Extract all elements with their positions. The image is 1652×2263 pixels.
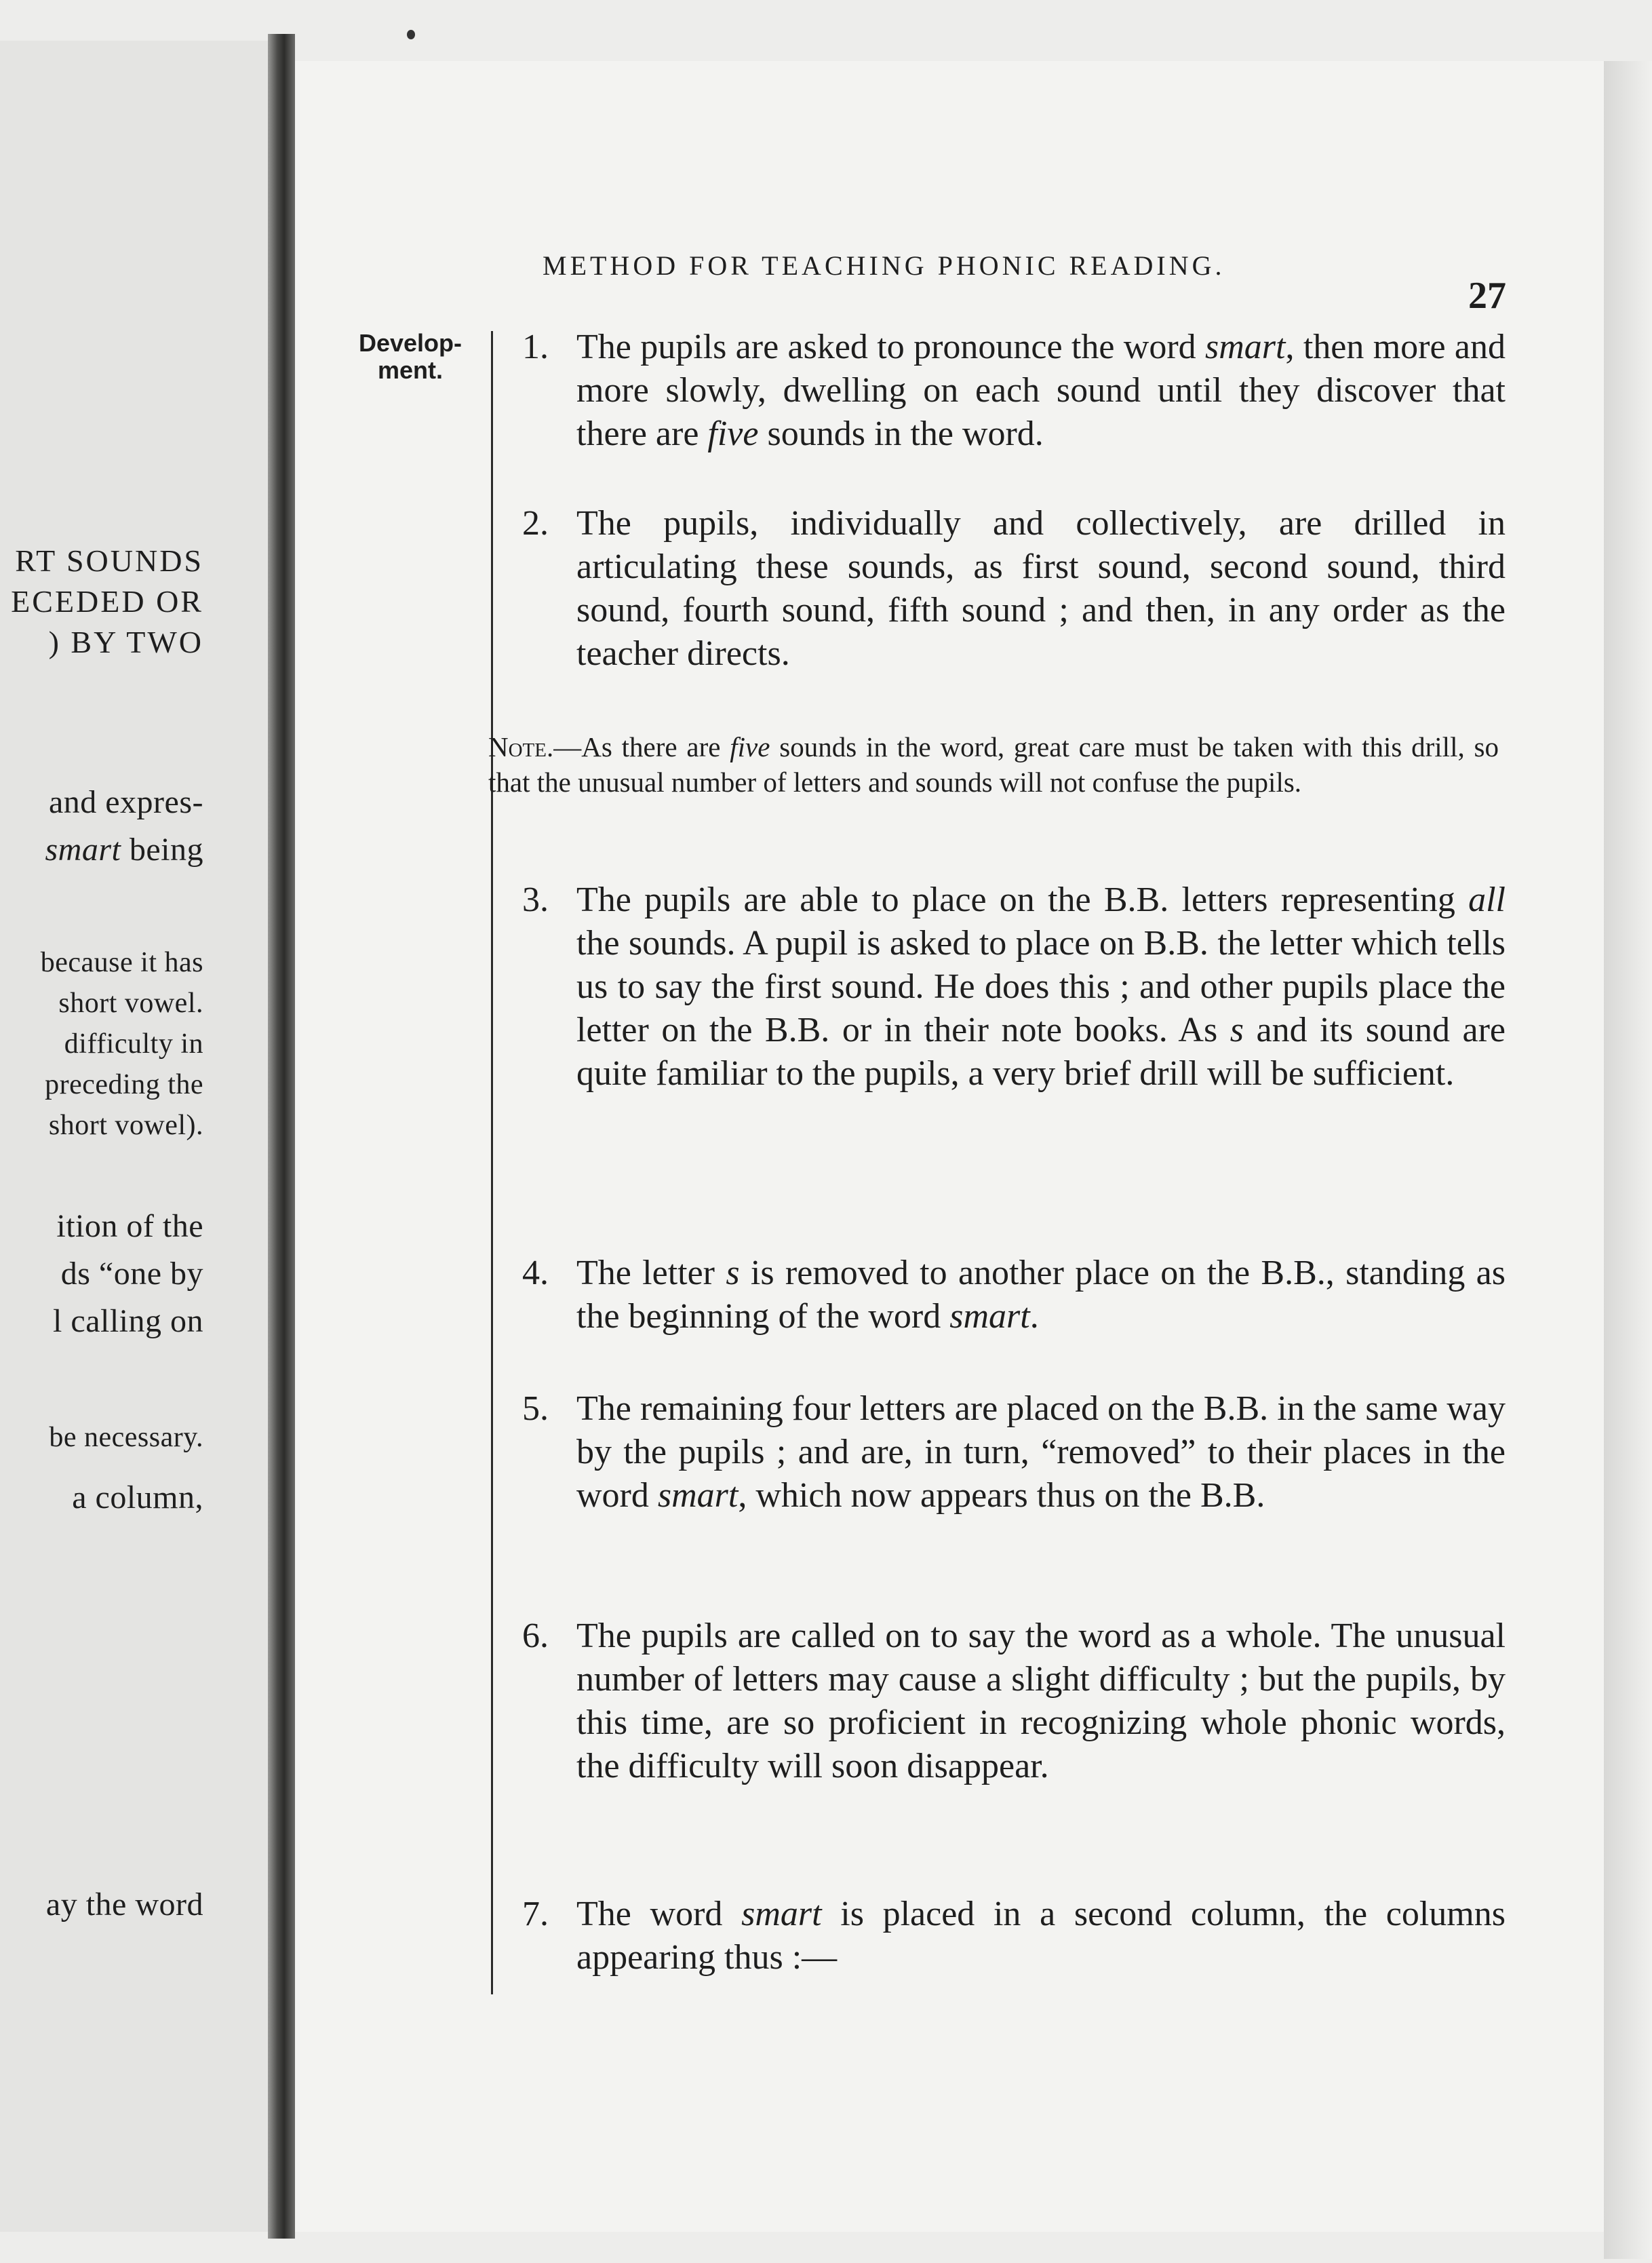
left-page-line: short vowel. xyxy=(58,988,203,1019)
left-page-line: l calling on xyxy=(53,1303,203,1339)
note: Note.—As there are five sounds in the word, great care must be taken with this drill, so that the unusual number of letters and sounds will not confuse the pupils. xyxy=(488,731,1499,798)
left-page xyxy=(0,41,268,2232)
item-number: 2. xyxy=(522,504,549,543)
left-page-line: ay the word xyxy=(45,1887,203,1922)
left-page-line: ds “one by xyxy=(60,1256,203,1292)
item-number: 4. xyxy=(522,1254,549,1292)
page-number: 27 xyxy=(1468,275,1506,317)
item-text: The remaining four letters are placed on the B.B. in the same way by the pupils ; and are, in turn, “removed” to their places in the word smart, which now appears thus on the B.B. xyxy=(576,1389,1506,1515)
left-page-line: short vowel). xyxy=(48,1110,203,1141)
left-page-line: difficulty in xyxy=(64,1028,203,1060)
item-text: The pupils are able to place on the B.B. letters representing all the sounds. A pupil is asked to place on B.B. the letter which tells us to say the first sound. He does this ; and other pupils place the letter on the B.B. or in their note books. As s and its sound are quite familiar to the pupils, a very brief drill will be sufficient. xyxy=(576,881,1506,1093)
left-page-line: because it has xyxy=(40,947,203,978)
left-page-line: and expres- xyxy=(48,784,203,820)
item-text: The pupils are asked to pronounce the word smart, then more and more slowly, dwelling on each sound until they discover that there are five sounds in the word. xyxy=(576,328,1506,453)
book-gutter xyxy=(268,34,295,2239)
running-head: METHOD FOR TEACHING PHONIC READING. xyxy=(543,250,1225,281)
item-5 xyxy=(522,1387,1506,1517)
left-page-line: smart being xyxy=(45,832,203,868)
item-number: 1. xyxy=(522,328,549,366)
margin-rule xyxy=(491,331,493,1994)
margin-label: Develop-ment. xyxy=(358,329,463,384)
item-2 xyxy=(522,502,1506,676)
item-number: 5. xyxy=(522,1389,549,1428)
item-4 xyxy=(522,1252,1506,1338)
left-page-line: be necessary. xyxy=(49,1422,203,1453)
item-number: 3. xyxy=(522,881,549,919)
item-text: The pupils are called on to say the word as a whole. The unusual number of letters may cause a slight difficulty ; but the pupils, by this time, are so proficient in recognizing whole phonic words, the difficulty will soon disappear. xyxy=(576,1617,1506,1785)
page-edge xyxy=(1604,61,1652,2259)
left-page-line: preceding the xyxy=(45,1069,203,1100)
left-page-line: a column, xyxy=(72,1479,203,1515)
item-7 xyxy=(522,1893,1506,1979)
item-text: The word smart is placed in a second column, the columns appearing thus :— xyxy=(576,1895,1506,1977)
left-page-line: RT SOUNDS xyxy=(15,543,203,578)
item-3 xyxy=(522,878,1506,1096)
item-text: The pupils, individually and collectively, are drilled in articulating these sounds, as first sound, second sound, third sound, fourth sound, fifth sound ; and then, in any order as the teacher directs. xyxy=(576,504,1506,673)
item-6 xyxy=(522,1614,1506,1788)
item-text: The letter s is removed to another place on the B.B., standing as the beginning of the word smart. xyxy=(576,1254,1506,1336)
left-page-line: ition of the xyxy=(56,1208,203,1244)
scan-speck xyxy=(407,30,415,39)
item-1 xyxy=(522,326,1506,456)
left-page-line: ECEDED OR xyxy=(11,584,203,619)
item-number: 7. xyxy=(522,1895,549,1933)
left-page-line: ) BY TWO xyxy=(48,625,203,659)
item-number: 6. xyxy=(522,1617,549,1655)
